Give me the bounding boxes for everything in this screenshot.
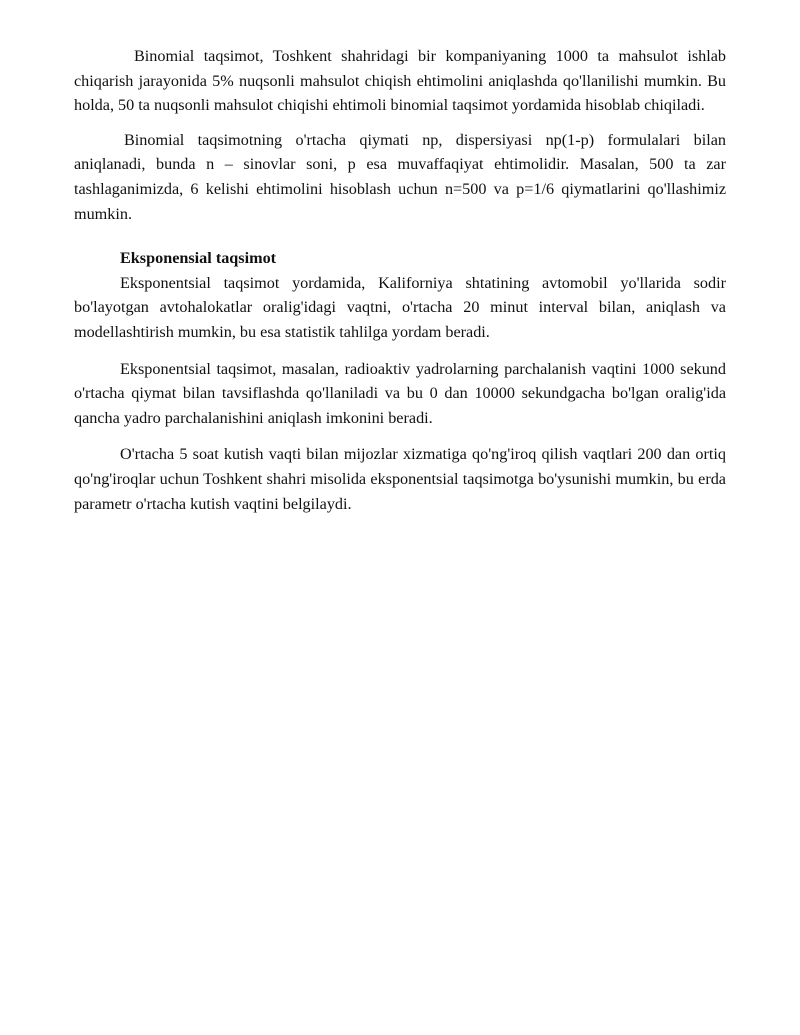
paragraph-exponential-calls: O'rtacha 5 soat kutish vaqti bilan mijozlar xizmatiga qo'ng'iroq qilish vaqtlari 200 dan ortiq qo'ng'iroqlar uchun Toshkent shahri misolida eksponentsial taqsimotga bo'ysunishi mumkin, bu erda parametr o'rtacha kutish vaqtini belgilaydi. — [74, 445, 726, 513]
paragraph-exponential-radioactive: Eksponentsial taqsimot, masalan, radioaktiv yadrolarning parchalanish vaqtini 1000 sekund o'rtacha qiymat bilan tavsiflashda qo'llaniladi va bu 0 dan 10000 sekundgacha bo'lgan oralig'ida qancha yadro parchalanishini aniqlash imkonini beradi. — [74, 359, 726, 427]
paragraph-exponential-traffic: Eksponentsial taqsimot yordamida, Kaliforniya shtatining avtomobil yo'llarida sodir bo'layotgan avtohalokatlar oralig'idagi vaqtni, o'rtacha 20 minut interval bilan, aniqlash va modellashtirish mumkin, bu esa statistik tahlilga yordam beradi. — [74, 273, 726, 341]
document-page — [74, 44, 726, 516]
paragraph-binomial-formula: Binomial taqsimotning o'rtacha qiymati np, dispersiyasi np(1-p) formulalari bilan aniqlanadi, bunda n – sinovlar soni, p esa muvaffaqiyat ehtimolidir. Masalan, 500 ta zar tashlaganimizda, 6 kelishi ehtimolini hisoblash uchun n=500 va p=1/6 qiymatlarini qo'llashimiz mumkin. — [74, 130, 726, 223]
paragraph-binomial-example: Binomial taqsimot, Toshkent shahridagi bir kompaniyaning 1000 ta mahsulot ishlab chiqarish jarayonida 5% nuqsonli mahsulot chiqish ehtimolini aniqlashda qo'llanilishi mumkin. Bu holda, 50 ta nuqsonli mahsulot chiqishi ehtimoli binomial taqsimot yordamida hisoblab chiqiladi. — [74, 47, 726, 115]
section-heading: Eksponensial taqsimot — [120, 249, 277, 268]
